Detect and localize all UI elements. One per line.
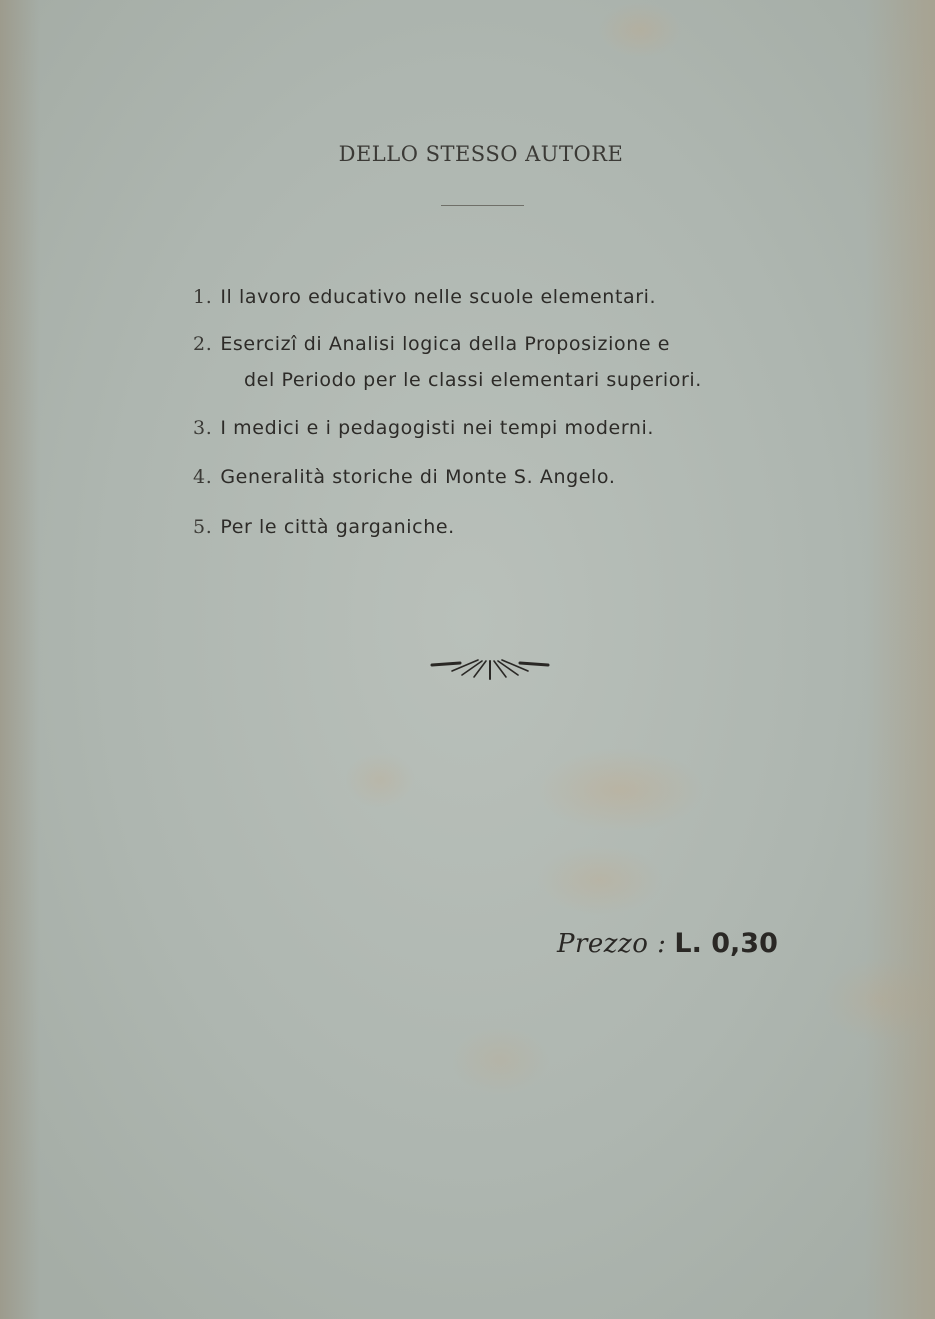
list-item-title: I medici e i pedagogisti nei tempi moderni. <box>220 417 655 439</box>
list-item-title: Il lavoro educativo nelle scuole elementari. <box>220 286 657 308</box>
list-item <box>193 286 656 308</box>
list-item-number: 3. <box>193 417 213 439</box>
price-value: L. 0,30 <box>674 928 778 959</box>
page-edge-shadow-left <box>0 0 40 1319</box>
list-item-title: Per le città garganiche. <box>220 516 455 538</box>
list-item-number: 5. <box>193 516 213 538</box>
list-item-number: 2. <box>193 333 213 355</box>
list-item-title-continued: del Periodo per le classi elementari superiori. <box>244 369 702 391</box>
price-label: Prezzo : <box>557 929 667 959</box>
list-item-title: Generalità storiche di Monte S. Angelo. <box>220 466 616 488</box>
list-item-number: 4. <box>193 466 213 488</box>
list-item <box>193 466 615 488</box>
fleuron-rays-icon <box>430 655 550 681</box>
heading-divider <box>441 205 524 206</box>
price-tag <box>557 928 778 959</box>
list-item <box>193 516 455 538</box>
list-item <box>193 417 654 439</box>
list-item <box>193 333 702 391</box>
list-item-number: 1. <box>193 286 213 308</box>
list-item-title: Esercizî di Analisi logica della Proposizione e <box>220 333 671 355</box>
page-heading: DELLO STESSO AUTORE <box>338 142 624 166</box>
page-edge-shadow-right <box>865 0 935 1319</box>
